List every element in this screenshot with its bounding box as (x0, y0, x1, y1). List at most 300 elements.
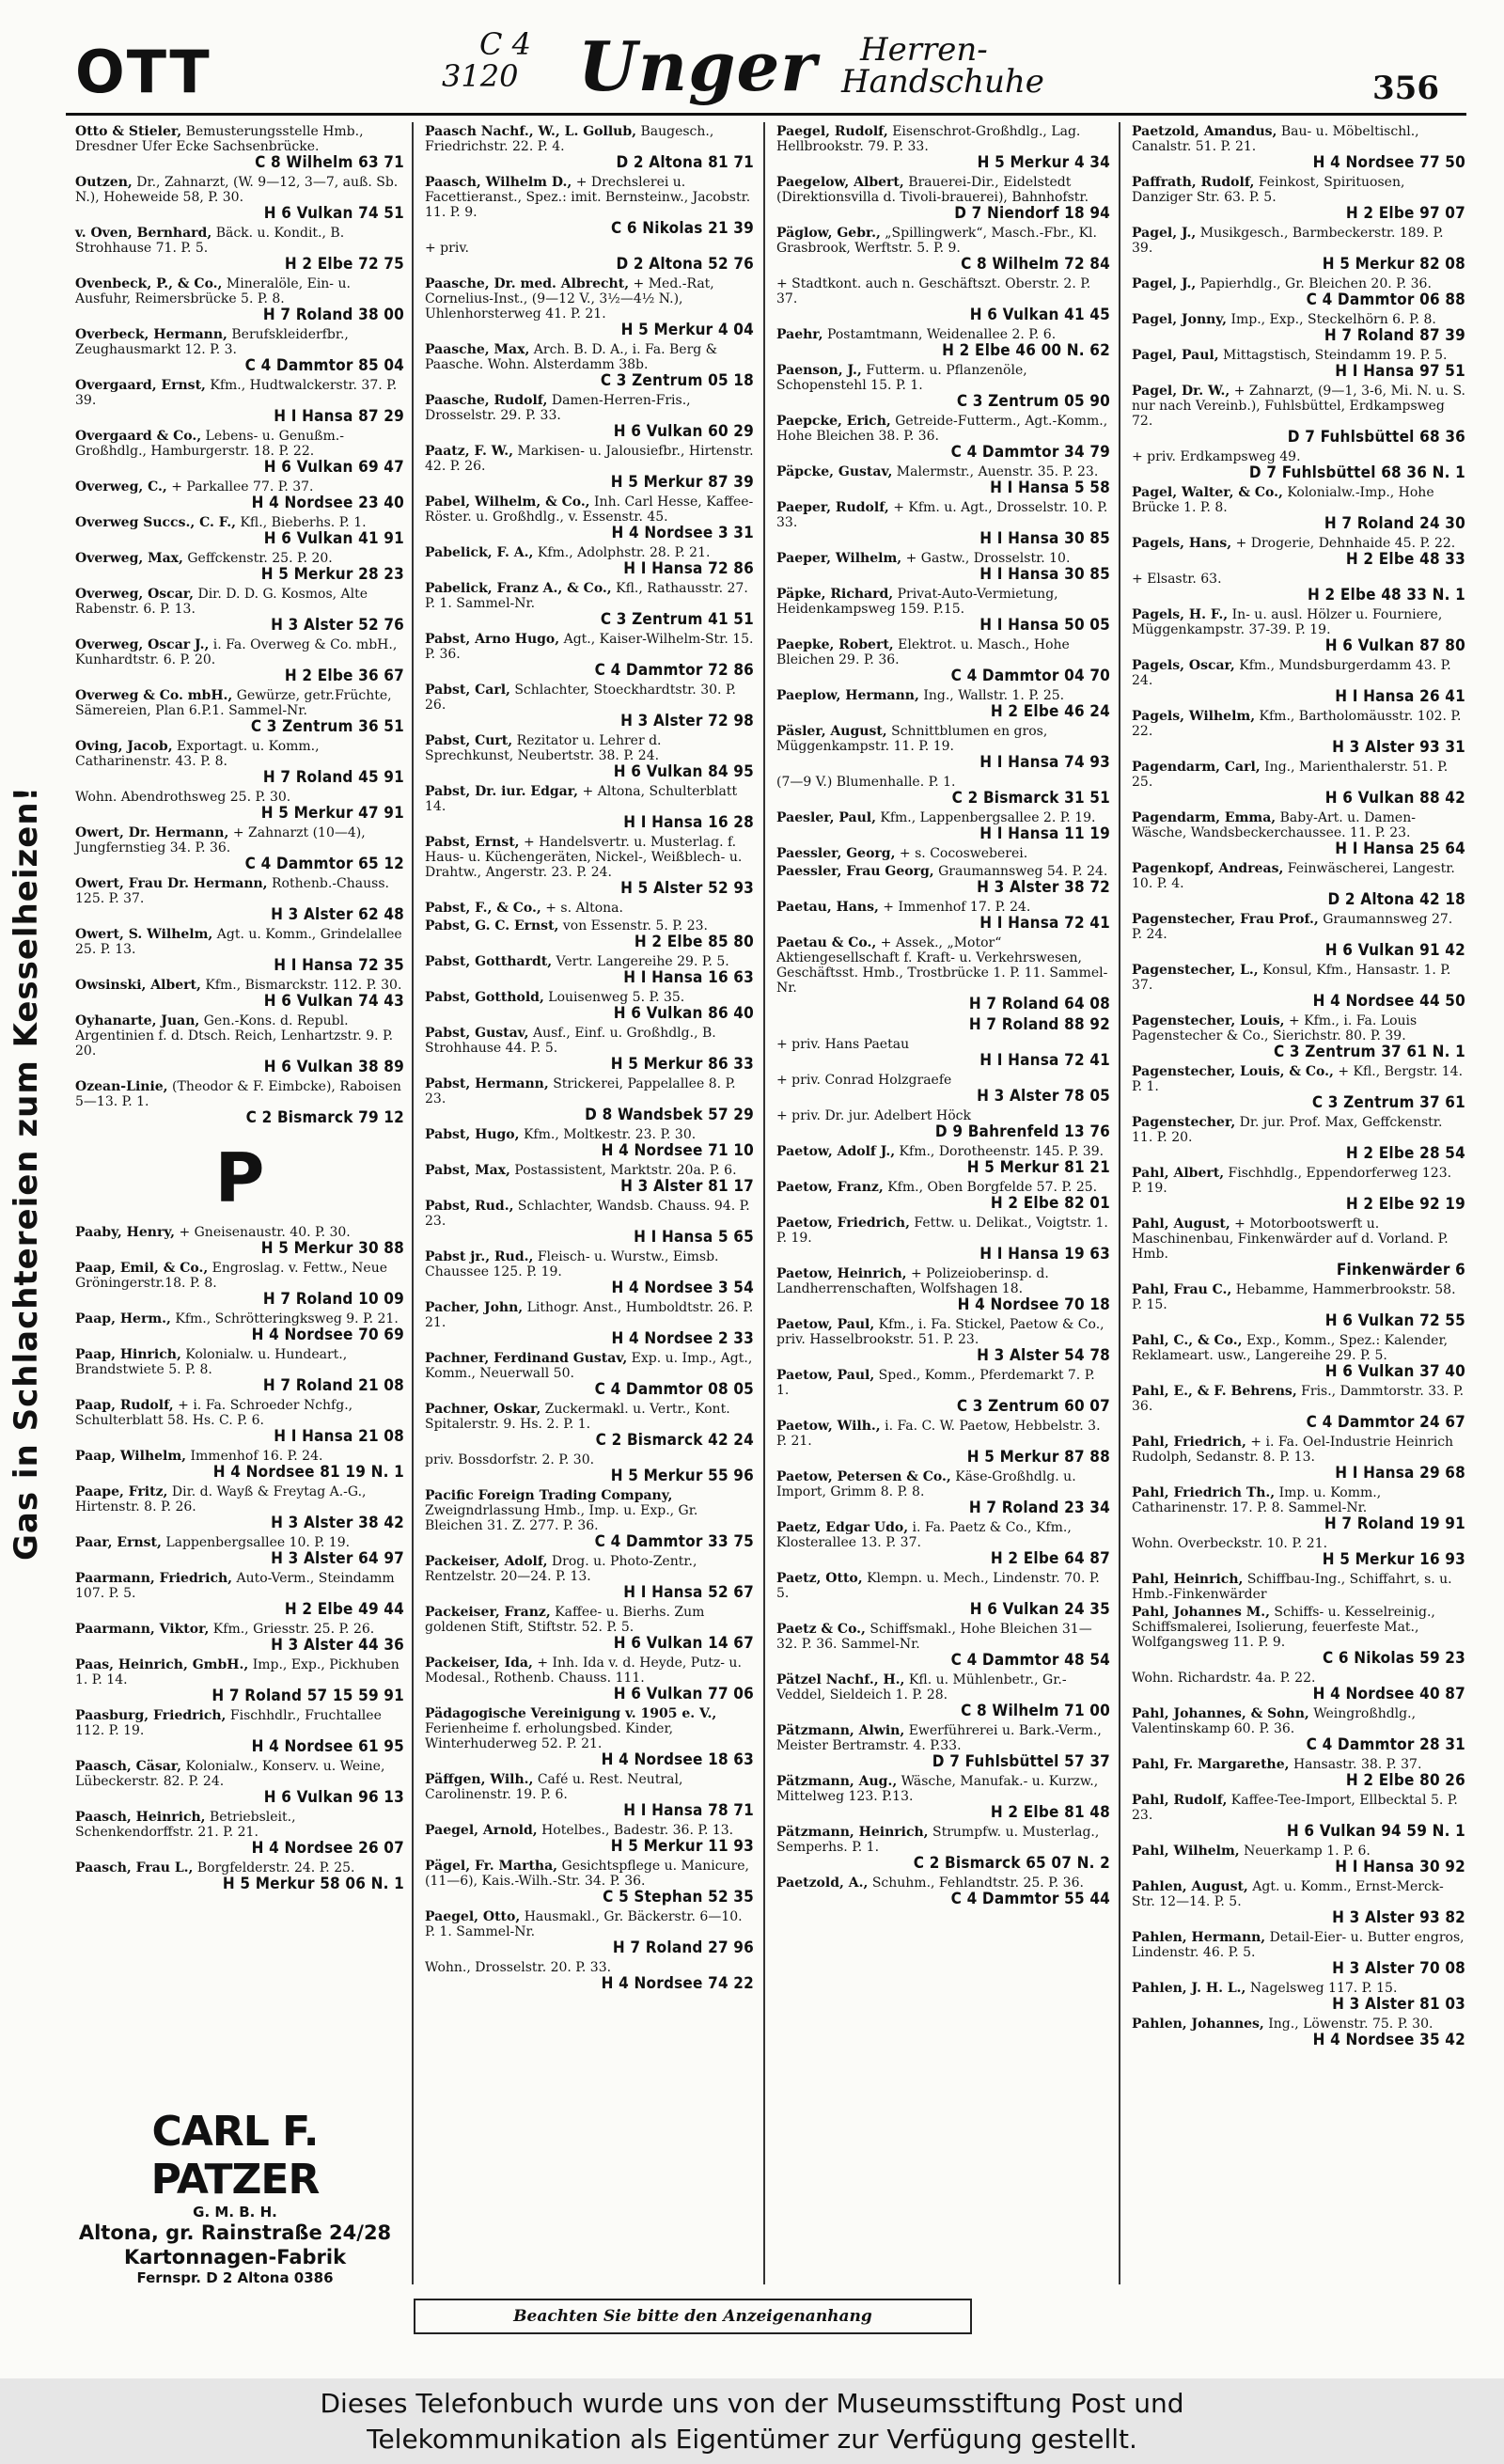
entry-details: Ing., Löwenstr. 75. P. 30. (1268, 2017, 1434, 2032)
entry-name: Overweg, Oscar J., (75, 637, 210, 652)
entry-name: Pahl, August, (1132, 1216, 1230, 1232)
entry-details: Konsul, Kfm., Hansastr. 1. P. 37. (1132, 963, 1451, 993)
entry-name: Paegel, Otto, (425, 1909, 521, 1924)
entry-name: Paepke, Robert, (776, 637, 894, 652)
directory-entry (75, 1535, 404, 1568)
entry-name: Paasch Nachf., W., L. Gollub, (425, 124, 636, 139)
entry-phone: H 5 Alster 52 93 (620, 879, 754, 898)
entry-name: Paasch, Heinrich, (75, 1810, 206, 1825)
entry-details: Fischhdlr., Fruchtallee 112. P. 19. (75, 1708, 382, 1738)
entry-phone: C 2 Bismarck 31 51 (951, 789, 1110, 808)
entry-phone: C 3 Zentrum 37 61 N. 1 (1273, 1043, 1465, 1061)
directory-entry (1132, 1572, 1465, 1602)
directory-entry (1132, 1793, 1465, 1841)
directory-entry (425, 835, 754, 898)
entry-details: Imp. u. Komm., Catharinenstr. 17. P. 8. Sammel-Nr. (1132, 1485, 1382, 1515)
directory-entry (75, 688, 404, 736)
entry-phone: H 2 Elbe 82 01 (990, 1194, 1110, 1213)
entry-phone: H 4 Nordsee 77 50 (1312, 153, 1465, 172)
directory-entry (425, 1452, 754, 1485)
running-head: OTT (75, 38, 212, 106)
entry-phone: H 6 Vulkan 41 91 (263, 529, 404, 548)
entry-details: + priv. Conrad Holzgraefe (776, 1073, 952, 1088)
directory-entry (75, 587, 404, 635)
entry-details: i. Fa. Paetz & Co., Kfm., Klosterallee 13. P. 37. (776, 1520, 1072, 1550)
advert-legal-form: G. M. B. H. (193, 2204, 277, 2221)
directory-entry (425, 1656, 754, 1703)
entry-phone: H 7 Roland 87 39 (1324, 326, 1465, 345)
entry-name: Pagel, Walter, & Co., (1132, 485, 1283, 500)
entry-name: Pachner, Ferdinand Gustav, (425, 1351, 628, 1366)
entry-name: Paasche, Dr. med. Albrecht, (425, 276, 630, 291)
entry-details: + s. Altona. (545, 901, 623, 916)
directory-entry (425, 581, 754, 629)
directory-entry (425, 1488, 754, 1551)
entry-name: Overweg & Co. mbH., (75, 688, 233, 703)
entry-name: Pabst, Hugo, (425, 1127, 520, 1142)
entry-details: Kfm., Oben Borgfelde 57. P. 25. (887, 1180, 1098, 1195)
entry-name: Pagel, Paul, (1132, 348, 1219, 363)
entry-name: Paetau & Co., (776, 935, 877, 950)
entry-phone: H 2 Elbe 72 75 (284, 255, 404, 274)
entry-phone: D 8 Wandsbek 57 29 (585, 1106, 754, 1124)
entry-details: Wohn. Richardstr. 4a. P. 22. (1132, 1671, 1316, 1686)
directory-entry (1132, 485, 1465, 533)
entry-details: Kfm., Adolphstr. 28. P. 21. (537, 545, 711, 560)
entry-details: + i. Fa. Oel-Industrie Heinrich Rudolph, Sedanstr. 8. P. 13. (1132, 1435, 1454, 1465)
entry-details: Bemusterungsstelle Hmb., Dresdner Ufer Ecke Sachsenbrücke. (75, 124, 364, 154)
entry-phone: C 4 Dammtor 85 04 (244, 356, 404, 375)
entry-name: Pagenstecher, L., (1132, 963, 1259, 978)
directory-entry (425, 1554, 754, 1602)
directory-entry (1132, 124, 1465, 172)
entry-details: Wäsche, Manufak.- u. Kurzw., Mittelweg 123. P.13. (776, 1774, 1099, 1804)
entry-phone: C 4 Dammtor 65 12 (244, 855, 404, 873)
entry-details: + Kfl., Bergstr. 14. P. 1. (1132, 1064, 1464, 1094)
entry-name: Paatz, F. W., (425, 444, 514, 459)
entry-name: Pagel, J., (1132, 226, 1197, 241)
entry-name: Pätzmann, Alwin, (776, 1723, 905, 1738)
directory-entry (425, 1163, 754, 1196)
entry-name: Päsler, August, (776, 724, 887, 739)
directory-entry (425, 545, 754, 578)
entry-details: Betriebsleit., Schenkendorffstr. 21. P. 21. (75, 1810, 296, 1840)
entry-name: Paarmann, Friedrich, (75, 1571, 233, 1586)
entry-details: Klempn. u. Mech., Lindenstr. 70. P. 5. (776, 1571, 1100, 1601)
entry-details: Ferienheime f. erholungsbed. Kinder, Winterhuderweg 52. P. 21. (425, 1721, 674, 1751)
entry-phone: H 6 Vulkan 94 59 N. 1 (1286, 1822, 1465, 1841)
directory-entry (425, 1960, 754, 1993)
entry-name: Pabst, Dr. iur. Edgar, (425, 784, 578, 799)
directory-entry (425, 241, 754, 274)
entry-details: Käse-Großhdlg. u. Import, Grimm 8. P. 8. (776, 1469, 1076, 1499)
footer-note: Beachten Sie bitte den Anzeigenanhang (414, 2299, 972, 2334)
directory-entry (776, 1875, 1110, 1908)
entry-phone: H I Hansa 5 65 (634, 1228, 754, 1247)
directory-entry (1132, 1844, 1465, 1876)
entry-name: Pahl, Rudolf, (1132, 1793, 1228, 1808)
directory-entry (75, 1571, 404, 1619)
directory-entry (425, 494, 754, 542)
entry-name: Pätzmann, Aug., (776, 1774, 898, 1789)
entry-details: Strickerei, Pappelallee 8. P. 23. (425, 1076, 736, 1106)
entry-phone: H 6 Vulkan 37 40 (1324, 1362, 1465, 1381)
entry-details: Schnittblumen en gros, Müggenkampstr. 11. P. 19. (776, 724, 1048, 754)
directory-entry (776, 414, 1110, 462)
entry-details: Immenhof 16. P. 24. (190, 1449, 323, 1464)
entry-name: Päglow, Gebr., (776, 226, 881, 241)
entry-details: Lebens- u. Genußm.-Großhdlg., Hamburgerstr. 18. P. 22. (75, 429, 344, 459)
entry-phone: C 8 Wilhelm 72 84 (961, 255, 1110, 274)
entry-details: Louisenweg 5. P. 35. (548, 990, 685, 1005)
directory-entry (425, 733, 754, 781)
entry-name: Paap, Emil, & Co., (75, 1261, 209, 1276)
entry-phone: H 3 Alster 78 05 (977, 1087, 1110, 1106)
entry-name: Overbeck, Hermann, (75, 327, 227, 342)
entry-details: Lithogr. Anst., Humboldtstr. 26. P. 21. (425, 1300, 754, 1330)
entry-phone: H 6 Vulkan 84 95 (613, 762, 754, 781)
directory-entry (776, 935, 1110, 1013)
entry-details: + Handelsvertr. u. Musterlag. f. Haus- u. Küchengeräten, Nickel-, Weißblech- u. Drahtw., Angerstr. 23. P. 24. (425, 835, 743, 880)
entry-name: Pabst, Gustav, (425, 1026, 529, 1041)
entry-details: + Immenhof 17. P. 24. (883, 900, 1031, 915)
entry-details: + Stadtkont. auch n. Geschäftszt. Oberstr. 2. P. 37. (776, 276, 1091, 306)
entry-phone: H 4 Nordsee 18 63 (601, 1750, 754, 1769)
directory-entry (75, 790, 404, 823)
entry-details: Hausmakl., Gr. Bäckerstr. 6—10. P. 1. Sammel-Nr. (425, 1909, 743, 1939)
directory-entry (75, 479, 404, 512)
entry-details: Kfm., Lappenbergsallee 2. P. 19. (880, 810, 1096, 825)
entry-name: Pagenkopf, Andreas, (1132, 861, 1284, 876)
entry-details: In- u. ausl. Hölzer u. Fourniere, Müggenkampstr. 37-39. P. 19. (1132, 607, 1443, 637)
directory-entry (425, 1605, 754, 1653)
entry-name: Pabst, Arno Hugo, (425, 632, 560, 647)
entry-phone: H 7 Roland 45 91 (262, 768, 404, 787)
entry-phone: H I Hansa 29 68 (1335, 1464, 1465, 1483)
entry-details: Exp. u. Imp., Agt., Komm., Neuerwall 50. (425, 1351, 753, 1381)
entry-phone: C 3 Zentrum 41 51 (600, 610, 754, 629)
entry-phone: H 2 Elbe 36 67 (284, 667, 404, 685)
entry-phone: C 8 Wilhelm 63 71 (255, 153, 404, 172)
entry-details: Fris., Dammtorstr. 33. P. 36. (1132, 1384, 1465, 1414)
entry-phone: H 6 Vulkan 74 43 (263, 992, 404, 1011)
advert-phone: Fernspr. D 2 Altona 0386 (136, 2269, 334, 2286)
entry-phone: H 3 Alster 62 48 (271, 905, 404, 924)
entry-phone: H 2 Elbe 80 26 (1345, 1771, 1465, 1790)
entry-phone: H I Hansa 30 85 (979, 565, 1110, 584)
entry-phone: H 6 Vulkan 24 35 (969, 1600, 1110, 1619)
entry-name: Pabst, F., & Co., (425, 901, 541, 916)
entry-name: Paesler, Paul, (776, 810, 876, 825)
entry-phone: H 4 Nordsee 26 07 (251, 1839, 404, 1858)
entry-phone: H I Hansa 30 92 (1335, 1858, 1465, 1876)
directory-entry (1132, 658, 1465, 706)
entry-phone: C 4 Dammtor 34 79 (950, 443, 1110, 462)
entry-details: + Assek., „Motor“ Aktiengesellschaft f. Kraft- u. Verkehrswesen, Geschäftsst. Hmb., Trostbrücke 1. P. 11. Sammel-Nr. (776, 935, 1108, 996)
directory-entry (425, 1076, 754, 1124)
directory-entry (776, 276, 1110, 324)
entry-phone: H I Hansa 78 71 (623, 1801, 754, 1820)
entry-name: Pabst, Ernst, (425, 835, 520, 850)
entry-details: Weingroßhdlg., Valentinskamp 60. P. 36. (1132, 1706, 1417, 1736)
entry-phone: H 5 Merkur 86 33 (610, 1055, 754, 1074)
header-ad-brand: Unger (578, 26, 818, 106)
directory-entry (425, 342, 754, 390)
entry-phone: H 4 Nordsee 70 18 (957, 1295, 1110, 1314)
entry-phone: H I Hansa 72 35 (274, 956, 404, 975)
entry-name: Pachner, Oskar, (425, 1402, 541, 1417)
entry-phone: H 4 Nordsee 44 50 (1312, 992, 1465, 1011)
directory-entry (776, 124, 1110, 172)
entry-details: Ing., Marienthalerstr. 51. P. 25. (1132, 760, 1449, 790)
directory-entry (75, 1311, 404, 1344)
entry-details: Hotelbes., Badestr. 36. P. 13. (541, 1823, 734, 1838)
entry-details: „Spillingwerk“, Masch.-Fbr., Kl. Grasbrook, Werftstr. 5. P. 9. (776, 226, 1097, 256)
entry-name: Paas, Heinrich, GmbH., (75, 1657, 249, 1672)
entry-details: Wohn. Abendrothsweg 25. P. 30. (75, 790, 291, 805)
directory-entry (776, 1317, 1110, 1365)
entry-phone: C 2 Bismarck 79 12 (245, 1108, 404, 1127)
archive-notice-line1: Dieses Telefonbuch wurde uns von der Museumsstiftung Post und (320, 2388, 1184, 2419)
entry-name: Pagenstecher, (1132, 1115, 1236, 1130)
directory-entry (1132, 536, 1465, 569)
directory-entry (776, 1216, 1110, 1263)
directory-entry (425, 632, 754, 680)
entry-phone: H 5 Merkur 4 04 (620, 321, 754, 339)
entry-name: Päpcke, Gustav, (776, 464, 893, 479)
entry-details: Baby-Art. u. Damen-Wäsche, Wandsbeckerchaussee. 11. P. 23. (1132, 810, 1416, 840)
entry-name: Päpke, Richard, (776, 587, 894, 602)
entry-phone: H 4 Nordsee 3 31 (611, 524, 754, 542)
entry-name: Pahl, Wilhelm, (1132, 1844, 1240, 1859)
directory-entry (776, 1622, 1110, 1670)
directory-entry (75, 1860, 404, 1893)
directory-entry (1132, 1064, 1465, 1112)
entry-details: Eisenschrot-Großhdlg., Lag. Hellbrookstr. 79. P. 33. (776, 124, 1081, 154)
entry-details: Zuckermakl. u. Vertr., Kont. Spitalerstr. 9. Hs. 2. P. 1. (425, 1402, 730, 1432)
entry-phone: H 5 Merkur 30 88 (260, 1239, 404, 1258)
directory-entry (425, 393, 754, 441)
entry-details: + Zahnarzt (10—4), Jungfernstieg 34. P. 36. (75, 825, 366, 855)
entry-phone: C 2 Bismarck 42 24 (595, 1431, 754, 1450)
entry-phone: H 4 Nordsee 40 87 (1312, 1685, 1465, 1703)
entry-name: Overweg Succs., C. F., (75, 515, 237, 530)
entry-phone: H 3 Alster 72 98 (620, 712, 754, 730)
entry-phone: H 7 Roland 38 00 (262, 306, 404, 324)
entry-phone: H 7 Roland 57 15 59 91 (212, 1687, 404, 1705)
entry-details: Nagelsweg 117. P. 15. (1249, 1981, 1398, 1996)
entry-name: Pabelick, F. A., (425, 545, 534, 560)
entry-details: Arch. B. D. A., i. Fa. Berg & Paasche. Wohn. Alsterdamm 38b. (425, 342, 718, 372)
directory-entry (1132, 226, 1465, 274)
entry-details: Bäck. u. Kondit., B. Strohhause 71. P. 5. (75, 226, 345, 256)
entry-name: Pagenstecher, Louis, & Co., (1132, 1064, 1334, 1079)
entry-details: Getreide-Futterm., Agt.-Komm., Hohe Bleichen 38. P. 36. (776, 414, 1108, 444)
directory-entry (425, 124, 754, 172)
entry-name: Pahl, Friedrich Th., (1132, 1485, 1276, 1500)
entry-name: Paap, Rudolf, (75, 1398, 174, 1413)
directory-entry (75, 551, 404, 584)
entry-details: Kfm., Griesstr. 25. P. 26. (212, 1622, 375, 1637)
directory-entry (1132, 1384, 1465, 1432)
entry-phone: C 4 Dammtor 55 44 (950, 1890, 1110, 1908)
entry-details: Gewürze, getr.Früchte, Sämereien, Plan 6.P.1. Sammel-Nr. (75, 688, 392, 718)
entry-details: Malermstr., Auenstr. 35. P. 23. (896, 464, 1099, 479)
entry-details: Wohn., Drosselstr. 20. P. 33. (425, 1960, 612, 1975)
entry-phone: H 3 Alster 81 17 (620, 1177, 754, 1196)
entry-details: Auto-Verm., Steindamm 107. P. 5. (75, 1571, 395, 1601)
entry-details: Feinkost, Spirituosen, Danziger Str. 63. P. 5. (1132, 175, 1405, 205)
entry-name: Pagel, Jonny, (1132, 312, 1227, 327)
entry-phone: H 3 Alster 70 08 (1332, 1959, 1465, 1978)
entry-phone: H 6 Vulkan 88 42 (1324, 789, 1465, 808)
entry-phone: C 4 Dammtor 24 67 (1306, 1413, 1465, 1432)
directory-entry (1132, 348, 1465, 381)
entry-phone: H 6 Vulkan 87 80 (1324, 636, 1465, 655)
directory-entry (1132, 760, 1465, 808)
entry-name: Ovenbeck, P., & Co., (75, 276, 223, 291)
entry-phone: H I Hansa 50 05 (979, 616, 1110, 635)
header-ad-product-line2: Handschuhe (841, 63, 1044, 101)
directory-entry (776, 1469, 1110, 1517)
directory-entry (1132, 810, 1465, 858)
directory-entry (75, 637, 404, 685)
entry-details: Schlachter, Stoeckhardtstr. 30. P. 26. (425, 683, 736, 713)
entry-name: Paetow, Wilh., (776, 1419, 881, 1434)
entry-details: Baugesch., Friedrichstr. 22. P. 4. (425, 124, 714, 154)
entry-name: Owert, S. Wilhelm, (75, 927, 213, 942)
entry-details: Postassistent, Marktstr. 20a. P. 6. (514, 1163, 737, 1178)
entry-details: Hebamme, Hammerbrookstr. 58. P. 15. (1132, 1282, 1456, 1312)
entry-details: Kolonialw. u. Hundeart., Brandstwiete 5. P. 8. (75, 1347, 348, 1377)
entry-details: Agt., Kaiser-Wilhelm-Str. 15. P. 36. (425, 632, 754, 662)
directory-entry (75, 1622, 404, 1655)
entry-details: Kfm., Mundsburgerdamm 43. P. 24. (1132, 658, 1451, 688)
entry-details: (Theodor & F. Eimbcke), Raboisen 5—13. P. 1. (75, 1079, 401, 1109)
entry-name: Pahl, Heinrich, (1132, 1572, 1244, 1587)
directory-entry (425, 1909, 754, 1957)
entry-name: Paarmann, Viktor, (75, 1622, 210, 1637)
entry-phone: D 7 Niendorf 18 94 (954, 204, 1110, 223)
entry-phone: H 6 Vulkan 69 47 (263, 458, 404, 477)
entry-details: Schiffsmakl., Hohe Bleichen 31—32. P. 36. Sammel-Nr. (776, 1622, 1092, 1652)
entry-phone: H 3 Alster 44 36 (271, 1636, 404, 1655)
entry-details: + Inh. Ida v. d. Heyde, Putz- u. Modesal., Rothenb. Chauss. 111. (425, 1656, 742, 1686)
entry-phone: D 2 Altona 42 18 (1327, 890, 1465, 909)
directory-entry (425, 1026, 754, 1074)
entry-name: Päffgen, Wilh., (425, 1772, 534, 1787)
entry-phone: H 7 Roland 88 92 (968, 1015, 1110, 1034)
directory-entry (75, 1225, 404, 1258)
entry-details: Kfm., Bartholomäusstr. 102. P. 22. (1132, 709, 1462, 739)
directory-entry (425, 1249, 754, 1297)
entry-details: Schlachter, Wandsb. Chauss. 94. P. 23. (425, 1199, 750, 1229)
directory-entry (1132, 963, 1465, 1011)
directory-entry (425, 683, 754, 730)
entry-phone: H 3 Alster 52 76 (271, 616, 404, 635)
header-ad-code-number: 3120 (442, 58, 519, 94)
header-rule (66, 113, 1466, 116)
entry-details: Dr., Zahnarzt, (W. 9—12, 3—7, auß. Sb. N.), Hoheweide 58, P. 30. (75, 175, 399, 205)
entry-name: Pagenstecher, Louis, (1132, 1013, 1285, 1028)
entry-details: i. Fa. C. W. Paetow, Hebbelstr. 3. P. 21. (776, 1419, 1101, 1449)
entry-details: Agt. u. Komm., Ernst-Merck-Str. 12—14. P. 5. (1132, 1879, 1444, 1909)
header-ad-code-exchange: C 4 (479, 26, 532, 62)
entry-details: Kfl., Bieberhs. P. 1. (240, 515, 367, 530)
entry-name: Paetow, Adolf J., (776, 1144, 896, 1159)
entry-phone: C 3 Zentrum 60 07 (956, 1397, 1110, 1416)
entry-name: Pahl, Albert, (1132, 1166, 1225, 1181)
entry-phone: H I Hansa 16 28 (623, 813, 754, 832)
entry-details: i. Fa. Overweg & Co. mbH., Kunhardtstr. 6. P. 20. (75, 637, 398, 667)
entry-phone: C 3 Zentrum 37 61 (1311, 1093, 1465, 1112)
entry-details: Fischhdlg., Eppendorferweg 123. P. 19. (1132, 1166, 1452, 1196)
entry-name: Pabst, Carl, (425, 683, 510, 698)
entry-details: Kolonialw., Konserv. u. Weine, Lübeckerstr. 82. P. 24. (75, 1759, 385, 1789)
entry-name: Outzen, (75, 175, 133, 190)
directory-entry (425, 901, 754, 916)
entry-name: Paetow, Petersen & Co., (776, 1469, 951, 1484)
entry-details: Ing., Wallstr. 1. P. 25. (923, 688, 1065, 703)
entry-phone: H 4 Nordsee 81 19 N. 1 (212, 1463, 404, 1482)
directory-entry (1132, 1536, 1465, 1569)
entry-phone: H 5 Merkur 47 91 (260, 804, 404, 823)
directory-entry (1132, 1485, 1465, 1533)
directory-entry (1132, 1981, 1465, 2014)
entry-details: Damen-Herren-Fris., Drosselstr. 29. P. 33. (425, 393, 691, 423)
directory-entry (1132, 572, 1465, 604)
directory-entry (776, 1825, 1110, 1873)
directory-entry (776, 1144, 1110, 1177)
directory-entry (776, 551, 1110, 584)
entry-phone: H I Hansa 97 51 (1335, 362, 1465, 381)
entry-details: + Polizeioberinsp. d. Landherrenschaften, Wolfshagen 18. (776, 1266, 1049, 1296)
directory-entry (776, 637, 1110, 685)
directory-entry (1132, 1216, 1465, 1279)
entry-phone: H 2 Elbe 92 19 (1345, 1195, 1465, 1214)
entry-name: Paessler, Georg, (776, 846, 896, 861)
directory-entry (75, 515, 404, 548)
directory-entry (776, 864, 1110, 897)
entry-name: Pahl, Johannes, & Sohn, (1132, 1706, 1309, 1721)
entry-phone: H I Hansa 74 93 (979, 753, 1110, 772)
directory-entry (1132, 1605, 1465, 1668)
entry-name: Pabst, Rud., (425, 1199, 514, 1214)
entry-name: Pahl, Frau C., (1132, 1282, 1232, 1297)
directory-entry (75, 276, 404, 324)
entry-phone: H 5 Merkur 87 39 (610, 473, 754, 492)
entry-details: Imp., Exp., Pickhuben 1. P. 14. (75, 1657, 400, 1687)
entry-details: + Med.-Rat, Cornelius-Inst., (9—12 V., 3½—4½ N.), Uhlenhorsterweg 41. P. 21. (425, 276, 714, 322)
entry-details: Vertr. Langereihe 29. P. 5. (556, 954, 729, 969)
directory-entry (1132, 1333, 1465, 1381)
entry-details: + Zahnarzt, (9—1, 3-6, Mi. N. u. S. nur nach Vereinb.), Fuhlsbüttel, Erdkampsweg 72. (1132, 384, 1465, 429)
entry-details: Inh. Carl Hesse, Kaffee-Röster. u. Großhdlg., v. Essenstr. 45. (425, 494, 754, 525)
entry-name: Pagel, J., (1132, 276, 1197, 291)
entry-details: Kfm., Schrötteringksweg 9. P. 21. (175, 1311, 399, 1326)
entry-phone: H 4 Nordsee 3 54 (611, 1279, 754, 1297)
directory-entry (776, 775, 1110, 808)
entry-details: Dir. D. D. G. Kosmos, Alte Rabenstr. 6. P. 13. (75, 587, 368, 617)
entry-details: Engroslag. v. Fettw., Neue Gröningerstr.18. P. 8. (75, 1261, 387, 1291)
directory-entry (1132, 861, 1465, 909)
entry-name: Packeiser, Franz, (425, 1605, 551, 1620)
directory-entry (75, 1484, 404, 1532)
directory-entry (776, 1180, 1110, 1213)
entry-phone: H 7 Roland 10 09 (262, 1290, 404, 1309)
entry-name: Paeplow, Hermann, (776, 688, 919, 703)
page-number: 356 (1372, 70, 1439, 107)
